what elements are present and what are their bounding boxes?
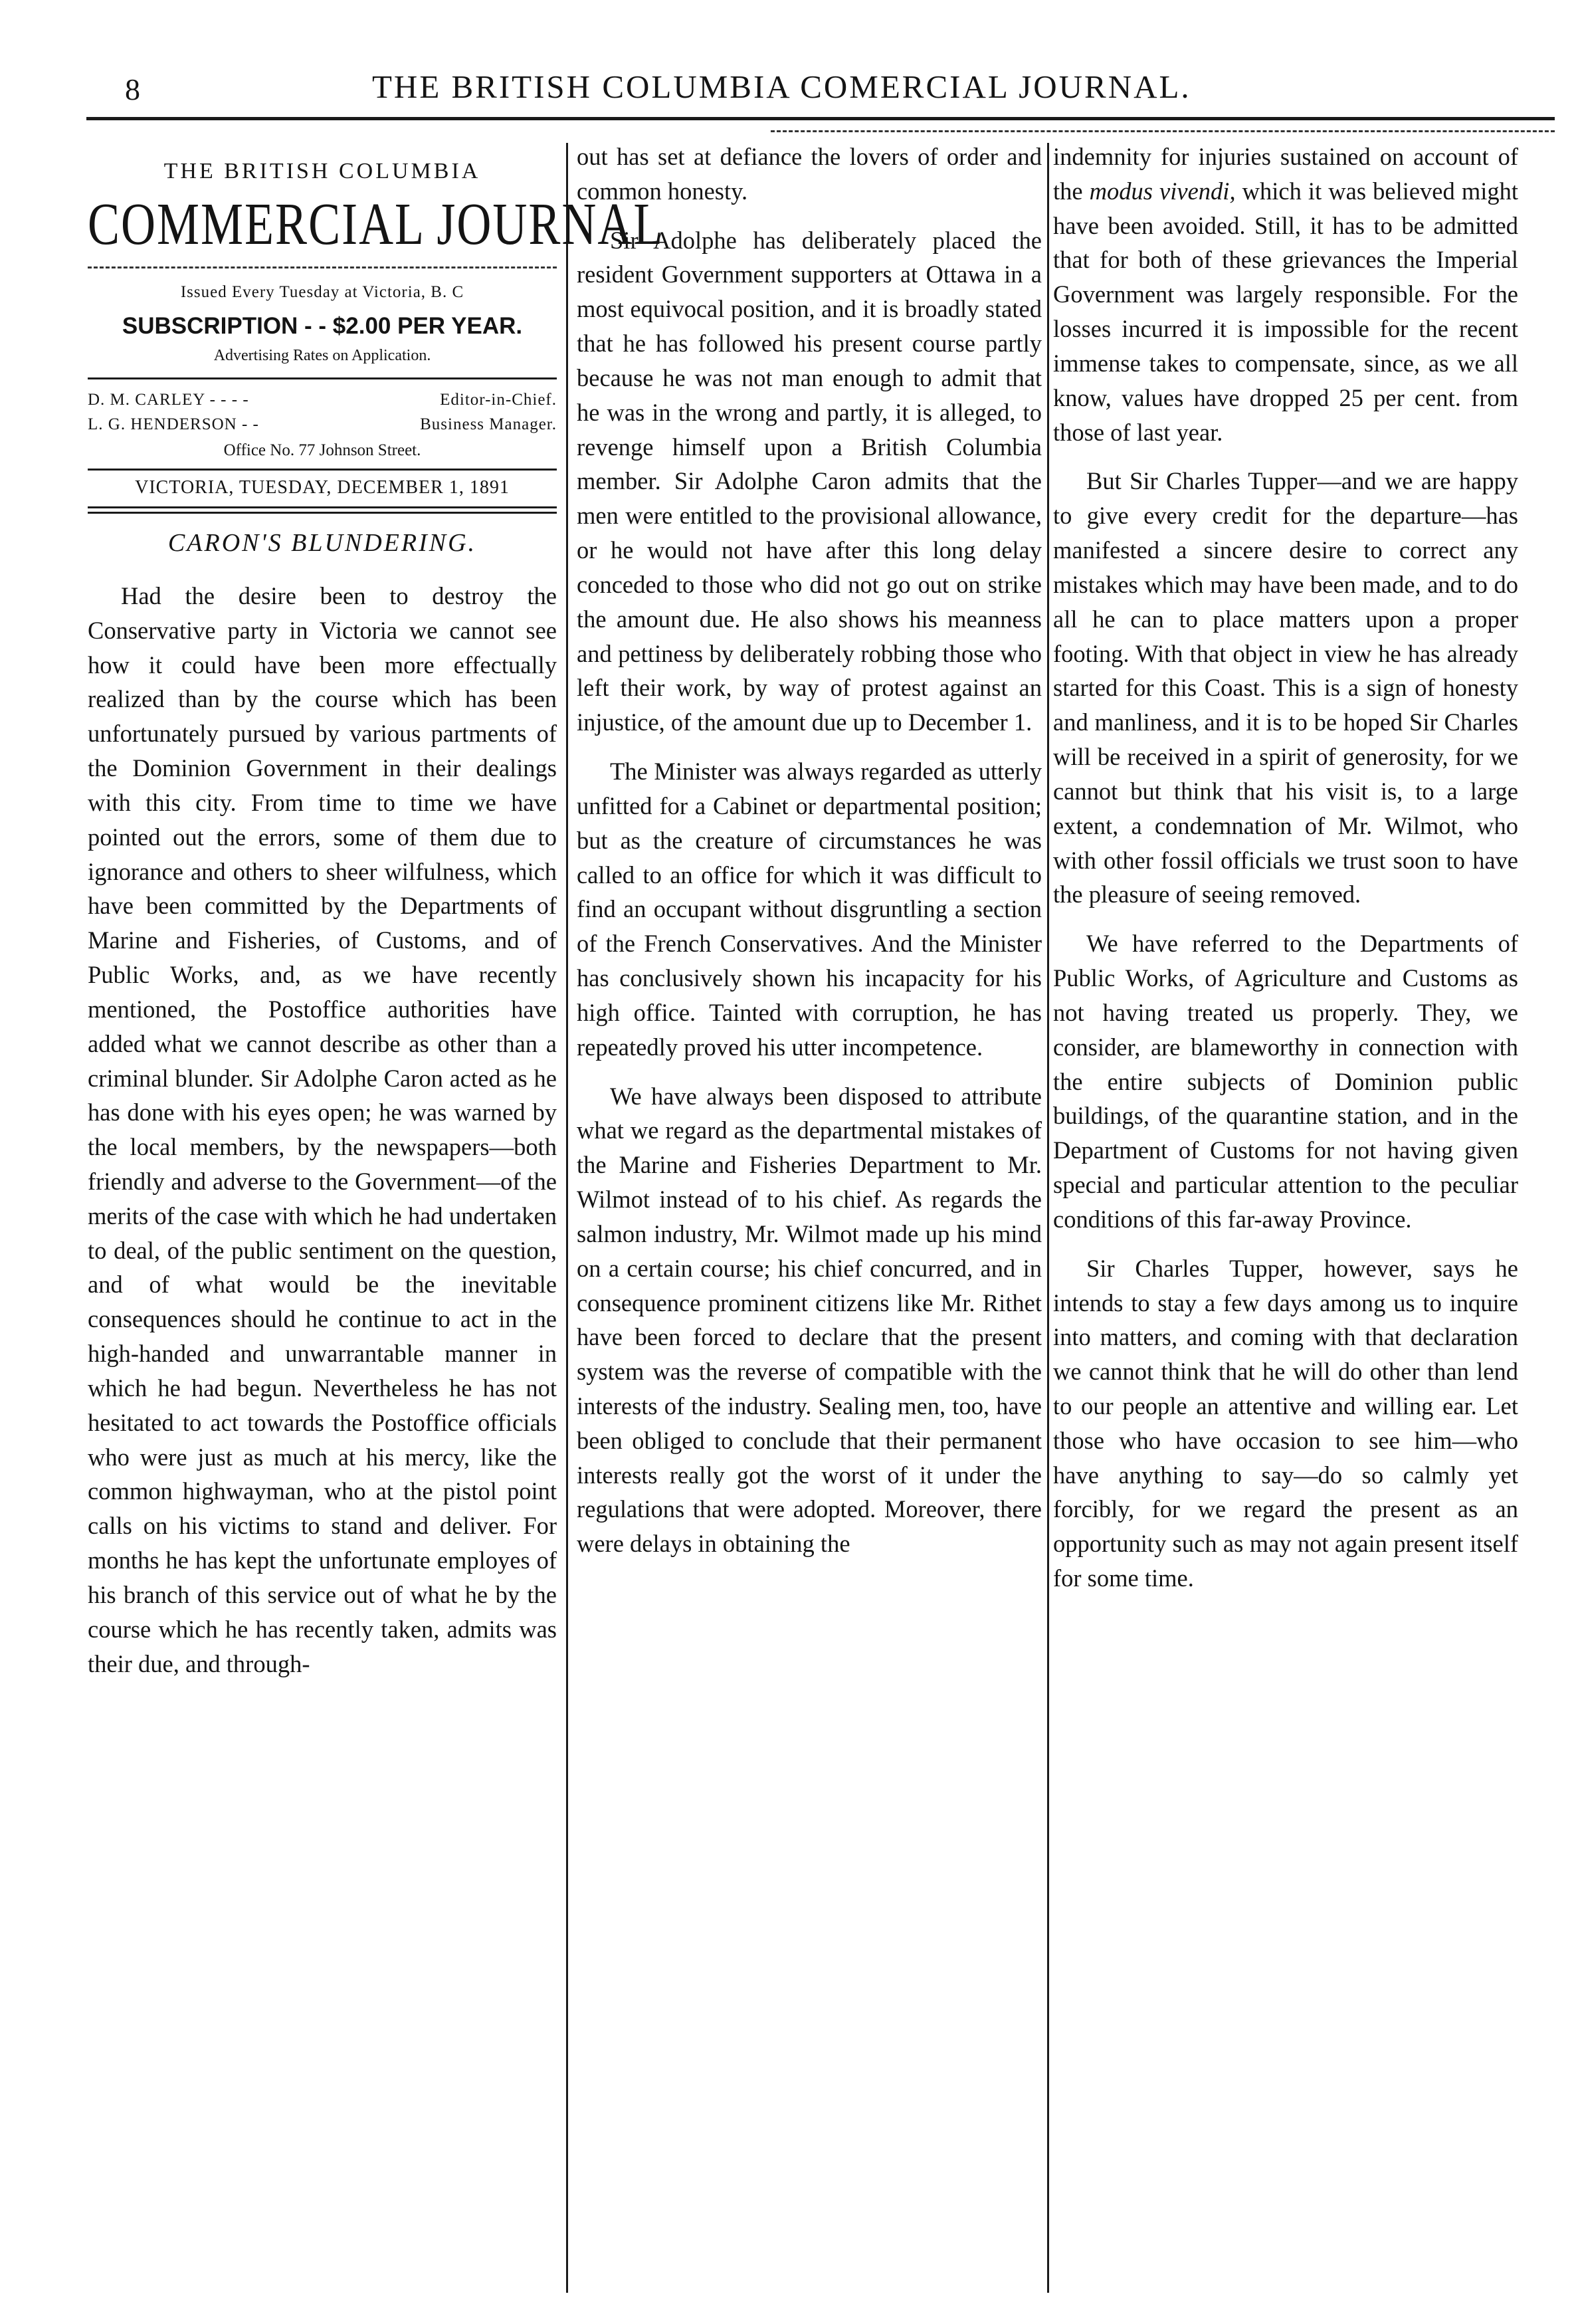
running-head: THE BRITISH COLUMBIA COMERCIAL JOURNAL. [372,68,1191,105]
article-paragraph: The Minister was always regarded as utterly unfitted for a Cabinet or departmental position; but as the creature of circumstances he was called to an office for which it was difficult to find an occupant without disgruntling a section of the French Conservatives. And the Minister has conclusively shown his incapacity for his high office. Tainted with corruption, he has repeatedly proved his utter incompetence. [577,758,1042,1061]
masthead [88,156,664,514]
article-paragraph: We have referred to the Departments of Public Works, of Agriculture and Customs as not having treated us properly. They, we consider, are blameworthy in connection with the entire subjects of Dominion public buildings, of the quarantine station, and in the Department of Customs for not having given special and particular attention to the peculiar conditions of this far-away Province. [1053,930,1518,1233]
column-1 [88,140,664,1695]
advertising-line: Advertising Rates on Application. [213,346,431,364]
staff-line-manager [88,412,557,437]
dateline-rule [88,469,557,471]
article-paragraph [1053,140,1518,449]
article-paragraph: Sir Charles Tupper, however, says he intends to stay a few days among us to inquire into matters, and coming with that declaration we cannot think that he will do other than lend to our people an attentive and willing ear. Let those who have occasion to see him—who have anything to say—do so calmly yet forcibly, for we regard the present as an opportunity such as may not again present itself for some time. [1053,1254,1518,1592]
column-2 [577,140,1042,1576]
staff-role: Business Manager. [420,415,557,434]
column-3 [1053,140,1518,1610]
masthead-title: COMMERCIAL JOURNAL [88,191,664,258]
masthead-divider [88,377,557,379]
staff-name: L. G. HENDERSON - - [88,415,259,434]
masthead-top-line: THE BRITISH COLUMBIA [163,159,481,183]
article-paragraph: Had the desire been to destroy the Conservative party in Victoria we cannot see how it could have been more effectually realized than by the course which has been unfortunately pursued by various partments of the Dominion Government in their dealings with this city. From time to time we have pointed out the errors, some of them due to ignorance and others to sheer wilfulness, which have been committed by the Departments of Marine and Fisheries, of Customs, and of Public Works, and, as we have recently mentioned, the Postoffice authorities have added what we cannot describe as other than a criminal blunder. Sir Adolphe Caron acted as he has done with his eyes open; he was warned by the local members, by the newspapers—both friendly and adverse to the Government—of the merits of the case with which he had undertaken to deal, of the public sentiment on the question, and of what would be the inevitable consequences should he continue to act in the high-handed and unwarrantable manner in which he had begun. Nevertheless he has not hesitated to act towards the Postoffice officials who were just as much at his mercy, like the common highwayman, who at the pistol point calls on his victims to stand and deliver. For months he has kept the unfortunate employes of his branch of this service out of what he by the course which he has recently taken, admits was their due, and through- [88,581,557,1677]
text-run: which it was believed might have been avoided. Still, it has to be admitted that for both of these grievances the Imperial Government was largely responsible. For the losses incurred it is impossible for the recent immense takes to compensate, since, as we all know, values have dropped 25 per cent. from those of last year. [1053,177,1518,446]
dateline: VICTORIA, TUESDAY, DECEMBER 1, 1891 [135,477,510,498]
dateline-double-rule [88,506,557,514]
article-headline: CARON'S BLUNDERING. [167,528,477,557]
staff-line-editor [88,387,557,413]
issued-line: Issued Every Tuesday at Victoria, B. C [180,283,464,302]
masthead-rule [88,266,557,268]
subscription-line: SUBSCRIPTION - - $2.00 PER YEAR. [122,312,523,339]
text-run: indemnity for injuries sustained on account of the [1053,143,1518,205]
page-number: 8 [125,72,140,106]
staff-role: Editor-in-Chief. [440,390,557,409]
article-paragraph: We have always been disposed to attribute what we regard as the departmental mistakes of the Marine and Fisheries Department to Mr. Wilmot instead of to his chief. As regards the salmon industry, Mr. Wilmot made up his mind on a certain course; his chief concurred, and in consequence prominent citizens like Mr. Rithet have been forced to declare that the present system was the reverse of compatible with the interests of the industry. Sealing men, too, have been obliged to conclude that their permanent interests really got the worst of it under the regulations that were adopted. Moreover, there were delays in obtaining the [577,1082,1042,1558]
header-rule [86,117,1555,120]
office-line: Office No. 77 Johnson Street. [223,441,421,459]
article-paragraph: But Sir Charles Tupper—and we are happy to give every credit for the departure—has manifested a sincere desire to correct any mistakes which may have been made, and to do all he can to place matters upon a proper footing. With that object in view he has already started for this Coast. This is a sign of honesty and manliness, and it is to be hoped Sir Charles will be received in a spirit of generosity, for we cannot but think that his visit is, to a large extent, a condemnation of Mr. Wilmot, who with other fossil officials we trust soon to have the pleasure of seeing removed. [1053,467,1518,908]
italic-term: modus vivendi, [1089,177,1236,205]
column-divider-left [566,143,568,2293]
article-paragraph: Sir Adolphe has deliberately placed the resident Government supporters at Ottawa in a most equivocal position, and it is broadly stated that he has followed his present course partly because he was not man enough to admit that he was in the wrong and partly, it is alleged, to revenge himself upon a British Columbia member. Sir Adolphe Caron admits that the men were entitled to the provisional allowance, or he would not have after this long delay conceded to those who did not go out on strike the amount due. He also shows his meanness and pettiness by deliberately robbing those who left their work, by way of protest against an injustice, of the amount due up to December 1. [577,226,1042,736]
staff-name: D. M. CARLEY - - - - [88,390,249,409]
column-divider-right [1047,143,1049,2293]
article-paragraph: out has set at defiance the lovers of order and common honesty. [577,143,1042,205]
header-rule-dashed [771,130,1555,132]
